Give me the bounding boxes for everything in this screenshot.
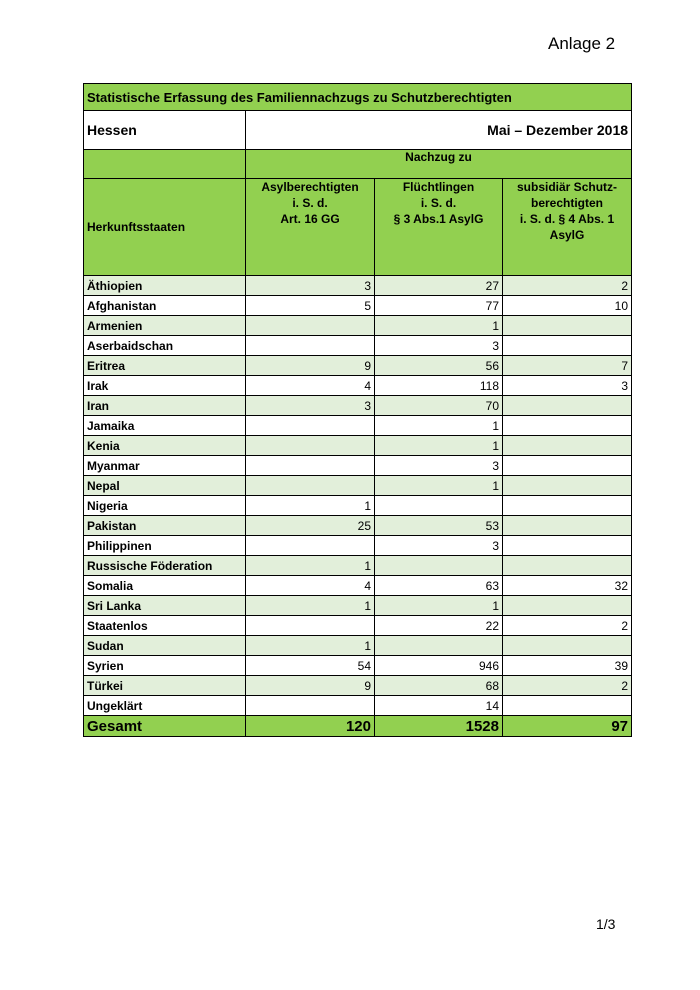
table-cell: 14 xyxy=(375,696,503,716)
table-cell: 1 xyxy=(375,596,503,616)
table-cell: 39 xyxy=(503,656,632,676)
table-cell xyxy=(503,696,632,716)
table-cell: 1 xyxy=(375,416,503,436)
country-name: Russische Föderation xyxy=(84,556,246,576)
table-cell: 1 xyxy=(246,636,375,656)
page-number: 1/3 xyxy=(596,916,616,932)
table-cell: 3 xyxy=(246,396,375,416)
table-cell: 4 xyxy=(246,576,375,596)
table-cell xyxy=(246,476,375,496)
table-cell xyxy=(503,636,632,656)
table-cell: 53 xyxy=(375,516,503,536)
table-cell xyxy=(503,536,632,556)
table-row xyxy=(84,676,632,696)
country-name: Pakistan xyxy=(84,516,246,536)
table-cell: 10 xyxy=(503,296,632,316)
country-name: Aserbaidschan xyxy=(84,336,246,356)
column-header-line: i. S. d. xyxy=(292,196,328,210)
table-cell: 1 xyxy=(375,436,503,456)
country-name: Iran xyxy=(84,396,246,416)
column-header xyxy=(503,179,632,276)
group-header: Nachzug zu xyxy=(246,150,632,179)
table-row xyxy=(84,656,632,676)
table-cell: 3 xyxy=(375,536,503,556)
table-row xyxy=(84,636,632,656)
column-header xyxy=(246,179,375,276)
table-row xyxy=(84,276,632,296)
region-label: Hessen xyxy=(84,111,246,150)
table-row xyxy=(84,396,632,416)
table-cell xyxy=(375,556,503,576)
table-row xyxy=(84,596,632,616)
country-name: Staatenlos xyxy=(84,616,246,636)
country-name: Afghanistan xyxy=(84,296,246,316)
table-cell: 5 xyxy=(246,296,375,316)
table-row xyxy=(84,576,632,596)
header-spacer xyxy=(84,150,246,179)
row-header: Herkunftsstaaten xyxy=(84,179,246,276)
table-cell: 4 xyxy=(246,376,375,396)
table-cell xyxy=(246,436,375,456)
table-cell xyxy=(246,696,375,716)
table-cell: 3 xyxy=(375,456,503,476)
column-header-line: subsidiär Schutz- xyxy=(517,180,618,194)
table-cell: 3 xyxy=(503,376,632,396)
total-row xyxy=(84,716,632,737)
table-row xyxy=(84,436,632,456)
table-cell: 946 xyxy=(375,656,503,676)
table-row xyxy=(84,696,632,716)
table-cell: 118 xyxy=(375,376,503,396)
country-name: Nigeria xyxy=(84,496,246,516)
table-cell xyxy=(503,556,632,576)
table-cell: 9 xyxy=(246,676,375,696)
column-header-line: § 3 Abs.1 AsylG xyxy=(393,212,484,226)
period-label: Mai – Dezember 2018 xyxy=(246,111,632,150)
table-cell xyxy=(375,636,503,656)
table-cell: 2 xyxy=(503,676,632,696)
column-header-line: Art. 16 GG xyxy=(280,212,340,226)
table-cell: 32 xyxy=(503,576,632,596)
country-name: Irak xyxy=(84,376,246,396)
country-name: Eritrea xyxy=(84,356,246,376)
table-row xyxy=(84,416,632,436)
table-row xyxy=(84,616,632,636)
country-name: Armenien xyxy=(84,316,246,336)
country-name: Kenia xyxy=(84,436,246,456)
table-cell: 7 xyxy=(503,356,632,376)
country-name: Äthiopien xyxy=(84,276,246,296)
table-row xyxy=(84,336,632,356)
table-cell xyxy=(246,416,375,436)
table-cell: 1 xyxy=(246,596,375,616)
table-cell: 63 xyxy=(375,576,503,596)
table-row xyxy=(84,556,632,576)
column-header-line: Flüchtlingen xyxy=(402,180,475,194)
total-cell: 1528 xyxy=(375,716,503,737)
table-cell xyxy=(503,416,632,436)
table-row xyxy=(84,476,632,496)
country-name: Philippinen xyxy=(84,536,246,556)
table-cell: 77 xyxy=(375,296,503,316)
table-cell: 70 xyxy=(375,396,503,416)
table-row xyxy=(84,456,632,476)
table-cell: 54 xyxy=(246,656,375,676)
country-name: Sri Lanka xyxy=(84,596,246,616)
column-header-line: berechtigten xyxy=(531,196,604,210)
table-cell: 1 xyxy=(246,496,375,516)
table-cell: 68 xyxy=(375,676,503,696)
table-cell xyxy=(503,456,632,476)
table-title: Statistische Erfassung des Familiennachzugs zu Schutzberechtigten xyxy=(84,84,632,111)
table-cell: 56 xyxy=(375,356,503,376)
table-cell: 3 xyxy=(246,276,375,296)
table-row xyxy=(84,356,632,376)
table-row xyxy=(84,376,632,396)
table-cell xyxy=(246,316,375,336)
country-name: Somalia xyxy=(84,576,246,596)
total-cell: 97 xyxy=(503,716,632,737)
table-row xyxy=(84,496,632,516)
country-name: Jamaika xyxy=(84,416,246,436)
table-cell: 27 xyxy=(375,276,503,296)
country-name: Syrien xyxy=(84,656,246,676)
table-cell xyxy=(503,396,632,416)
table-cell xyxy=(246,456,375,476)
country-name: Sudan xyxy=(84,636,246,656)
table-row xyxy=(84,536,632,556)
table-cell xyxy=(503,436,632,456)
column-header-line: i. S. d. § 4 Abs. 1 xyxy=(519,212,615,226)
table-cell xyxy=(503,476,632,496)
column-header-line: AsylG xyxy=(549,228,585,242)
table-row xyxy=(84,316,632,336)
table-cell: 1 xyxy=(375,476,503,496)
table-cell xyxy=(375,496,503,516)
table-cell xyxy=(503,316,632,336)
table-cell: 1 xyxy=(375,316,503,336)
total-label: Gesamt xyxy=(84,716,246,737)
table-cell: 3 xyxy=(375,336,503,356)
total-cell: 120 xyxy=(246,716,375,737)
table-cell xyxy=(246,336,375,356)
table-cell xyxy=(246,536,375,556)
table-cell xyxy=(503,596,632,616)
table-cell xyxy=(503,336,632,356)
column-header xyxy=(375,179,503,276)
table-cell: 22 xyxy=(375,616,503,636)
country-name: Myanmar xyxy=(84,456,246,476)
country-name: Nepal xyxy=(84,476,246,496)
table-cell xyxy=(246,616,375,636)
column-header-line: i. S. d. xyxy=(420,196,457,210)
table-cell: 2 xyxy=(503,276,632,296)
table-cell: 25 xyxy=(246,516,375,536)
table-row xyxy=(84,296,632,316)
country-name: Ungeklärt xyxy=(84,696,246,716)
table-cell: 1 xyxy=(246,556,375,576)
country-name: Türkei xyxy=(84,676,246,696)
table-cell: 2 xyxy=(503,616,632,636)
table-row xyxy=(84,516,632,536)
table-cell xyxy=(503,496,632,516)
table-cell: 9 xyxy=(246,356,375,376)
annex-label: Anlage 2 xyxy=(548,34,616,53)
statistics-table xyxy=(83,83,632,737)
column-header-line: Asylberechtigten xyxy=(261,180,359,194)
table-cell xyxy=(503,516,632,536)
